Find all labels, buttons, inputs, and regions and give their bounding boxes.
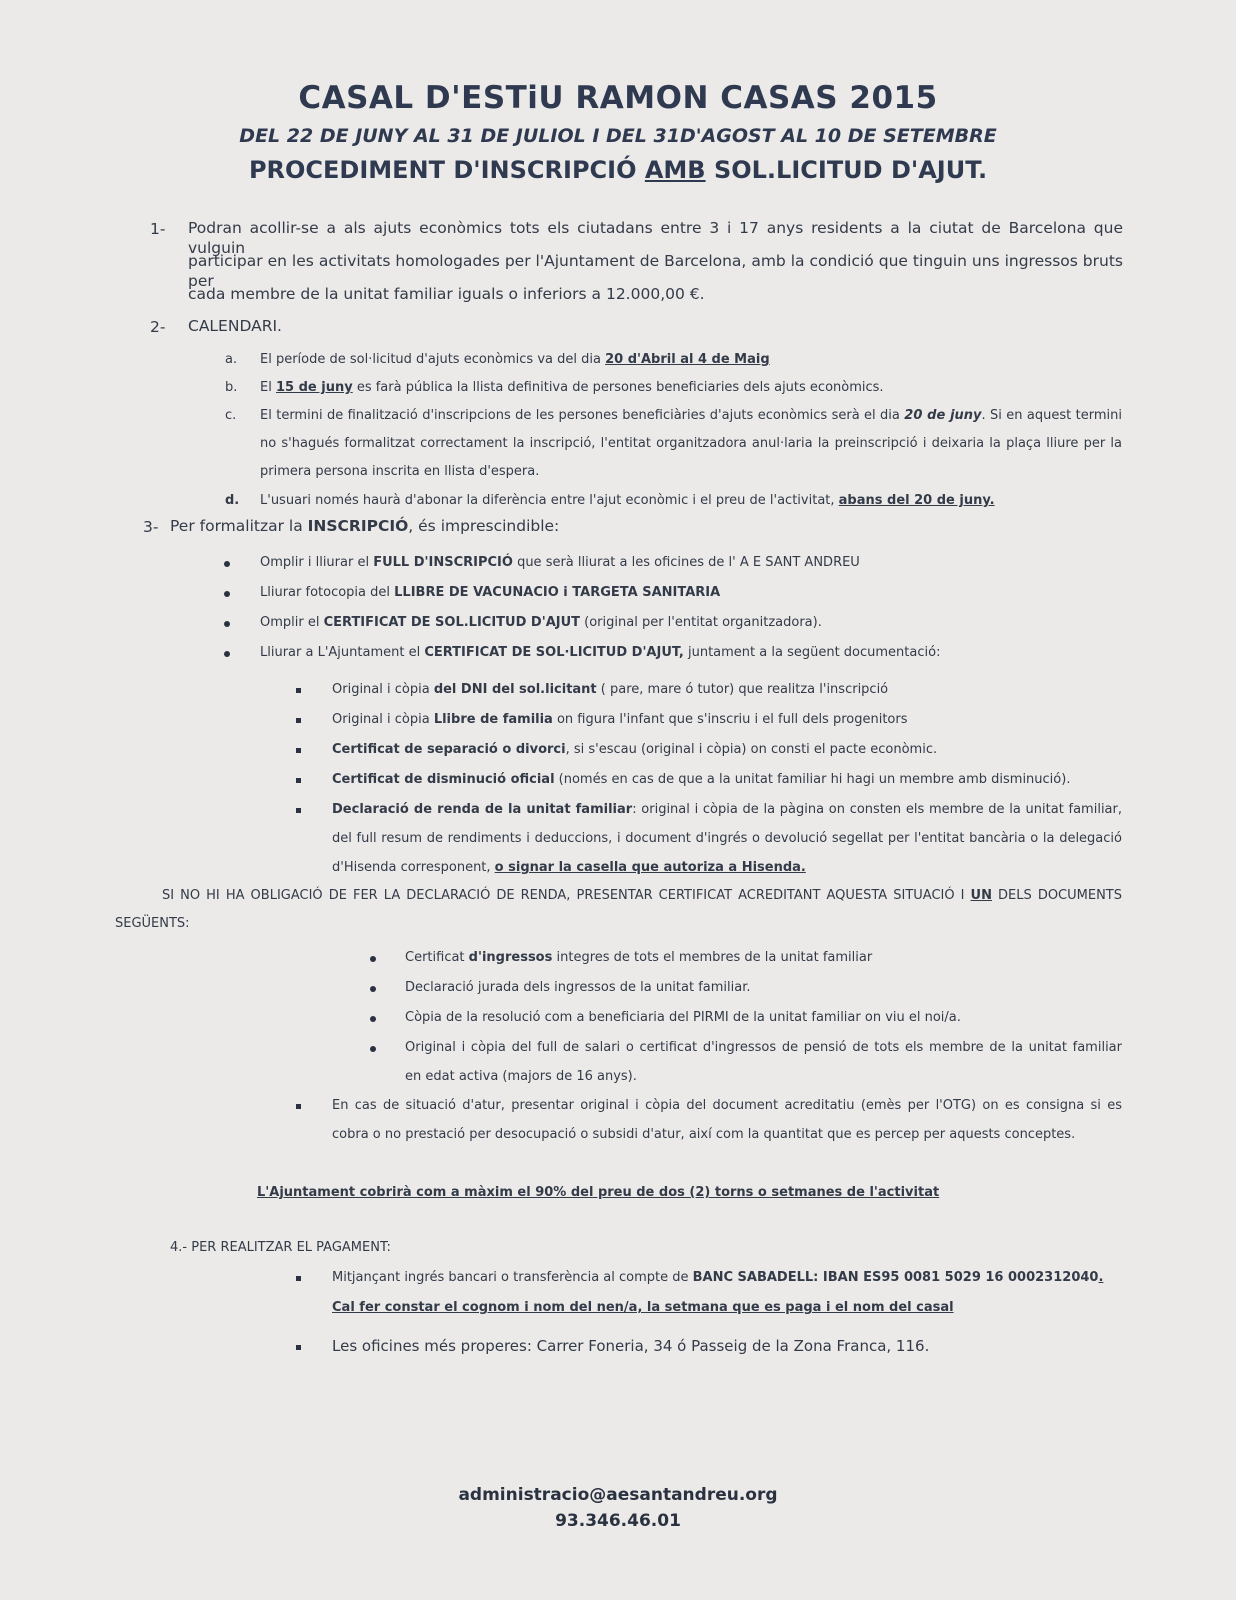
requirement-3-text: Omplir el — [260, 615, 324, 630]
calendar-b-date: 15 de juny — [275, 380, 353, 395]
square-bullet-icon — [296, 748, 301, 753]
document-item-2-text-2: on figura l'infant que s'inscriu i el full dels progenitors — [552, 712, 908, 727]
section-3-number: 3- — [143, 518, 159, 536]
requirement-2 — [260, 583, 720, 603]
alt-document-1-bold: d'ingressos — [468, 950, 553, 965]
document-item-5-line-3-text: d'Hisenda corresponent, — [332, 860, 495, 875]
calendar-c-mark: c. — [225, 408, 237, 423]
requirement-1 — [260, 553, 860, 573]
calendar-b-pre: El — [260, 380, 276, 395]
alt-document-2: Declaració jurada dels ingressos de la unitat familiar. — [405, 980, 751, 995]
no-declaration-line-1 — [162, 886, 1122, 906]
requirement-2-text: Lliurar fotocopia del — [260, 585, 395, 600]
section-2-number: 2- — [150, 318, 166, 336]
document-item-2 — [332, 710, 908, 730]
document-item-3-bold: Certificat de separació o divorci — [332, 742, 566, 757]
document-item-1-bold: del DNI del sol.licitant — [433, 682, 597, 697]
no-declaration-line-2: SEGÜENTS: — [115, 916, 190, 931]
document-title: CASAL D'ESTiU RAMON CASAS 2015 — [298, 80, 938, 116]
calendar-c-line-3: primera persona inscrita en llista d'espera. — [260, 464, 540, 479]
requirement-3 — [260, 613, 822, 633]
document-item-5-text: : original i còpia de la pàgina on consten els membre de la unitat familiar, — [632, 802, 1122, 817]
document-item-1-text-2: ( pare, mare ó tutor) que realitza l'inscripció — [596, 682, 889, 697]
section-2-title: CALENDARI. — [188, 317, 282, 335]
document-item-5-line-2: del full resum de rendiments i deduccions, i document d'ingrés o devolució segellat per l'entitat bancària o la delegació — [332, 831, 1122, 846]
alt-document-1-text-2: integres de tots el membres de la unitat familiar — [552, 950, 873, 965]
calendar-a-mark: a. — [225, 352, 238, 367]
unemployment-line-2: cobra o no prestació per desocupació o subsidi d'atur, així com la quantitat que es percep per aquests conceptes. — [332, 1127, 1076, 1142]
payment-instructions: Cal fer constar el cognom i nom del nen/a, la setmana que es paga i el nom del casal — [332, 1300, 954, 1315]
section-3-intro-bold: INSCRIPCIÓ — [307, 517, 409, 535]
payment-method-text: Mitjançant ingrés bancari o transferència al compte de — [332, 1270, 693, 1285]
calendar-d-text: L'usuari només haurà d'abonar la diferència entre l'ajut econòmic i el preu de l'activitat, — [260, 493, 839, 508]
document-item-2-bold: Llibre de familia — [433, 712, 553, 727]
no-declaration-un: UN — [970, 888, 992, 903]
max-coverage-note: L'Ajuntament cobrirà com a màxim el 90% del preu de dos (2) torns o setmanes de l'activitat — [257, 1185, 940, 1200]
section-1-line-1: Podran acollir-se a als ajuts econòmics tots els ciutadans entre 3 i 17 anys residents a la ciutat de Barcelona que vulguin — [188, 219, 1123, 257]
document-item-1-text: Original i còpia — [332, 682, 434, 697]
section-1-number: 1- — [150, 220, 166, 238]
calendar-d-mark: d. — [225, 493, 240, 508]
document-item-1 — [332, 680, 888, 700]
requirement-1-text-2: que serà lliurat a les oficines de l' A E SANT ANDREU — [512, 555, 860, 570]
calendar-d-deadline: abans del 20 de juny. — [838, 493, 995, 508]
document-dates: DEL 22 DE JUNY AL 31 DE JULIOL I DEL 31D'AGOST AL 10 DE SETEMBRE — [239, 125, 997, 147]
bullet-icon — [370, 986, 376, 992]
square-bullet-icon — [296, 718, 301, 723]
requirement-4-text-2: juntament a la següent documentació: — [683, 645, 941, 660]
unemployment-line-1: En cas de situació d'atur, presentar original i còpia del document acreditatiu (emès per l'OTG) on es consigna si es — [332, 1098, 1122, 1113]
calendar-a — [260, 350, 770, 370]
procedure-text: PROCEDIMENT D'INSCRIPCIÓ — [248, 156, 645, 184]
section-3-intro-text: Per formalitzar la — [170, 517, 308, 535]
calendar-b-text: es farà pública la llista definitiva de persones beneficiaries dels ajuts econòmics. — [352, 380, 884, 395]
calendar-b-mark: b. — [225, 380, 238, 395]
calendar-d — [260, 491, 995, 511]
document-item-2-text: Original i còpia — [332, 712, 434, 727]
section-4-title: 4.- PER REALITZAR EL PAGAMENT: — [170, 1240, 391, 1255]
calendar-c-text-2: . Si en aquest termini — [981, 408, 1122, 423]
alt-document-4-line-2: en edat activa (majors de 16 anys). — [405, 1069, 637, 1084]
requirement-3-bold: CERTIFICAT DE SOL.LICITUD D'AJUT — [323, 615, 581, 630]
contact-phone: 93.346.46.01 — [555, 1511, 681, 1531]
calendar-a-date: 20 d'Abril al 4 de Maig — [605, 352, 770, 367]
procedure-text-2: SOL.LICITUD D'AJUT — [705, 156, 978, 184]
alt-document-1 — [405, 948, 872, 968]
bullet-icon — [224, 591, 230, 597]
document-item-3 — [332, 740, 937, 760]
calendar-c-text: El termini de finalització d'inscripcions de les persones beneficiàries d'ajuts econòmics serà el dia — [260, 408, 905, 423]
square-bullet-icon — [296, 1345, 301, 1350]
document-procedure-title — [0, 156, 1236, 184]
nearest-offices: Les oficines més properes: Carrer Foneria, 34 ó Passeig de la Zona Franca, 116. — [332, 1337, 930, 1355]
document-item-4 — [332, 770, 1070, 790]
document-item-5 — [332, 800, 1122, 820]
no-declaration-text: SI NO HI HA OBLIGACIÓ DE FER LA DECLARACIÓ DE RENDA, PRESENTAR CERTIFICAT ACREDITANT AQUESTA SITUACIÓ I — [162, 888, 971, 903]
requirement-4-bold: CERTIFICAT DE SOL·LICITUD D'AJUT, — [424, 645, 684, 660]
bullet-icon — [224, 561, 230, 567]
payment-method — [332, 1268, 1103, 1288]
bullet-icon — [370, 956, 376, 962]
payment-period: . — [1098, 1270, 1104, 1285]
calendar-c-line-2: no s'hagués formalitzat correctament la inscripció, l'entitat organitzadora anul·laria la preinscripció i deixaria la plaça lliure per la — [260, 436, 1122, 451]
no-declaration-text-2: DELS DOCUMENTS — [991, 888, 1122, 903]
bullet-icon — [370, 1016, 376, 1022]
calendar-c-line-1 — [260, 406, 1122, 426]
calendar-a-text: El període de sol·licitud d'ajuts econòmics va del dia — [260, 352, 606, 367]
bullet-icon — [224, 651, 230, 657]
bullet-icon — [370, 1046, 376, 1052]
alt-document-1-text: Certificat — [405, 950, 469, 965]
square-bullet-icon — [296, 1276, 301, 1281]
requirement-2-bold: LLIBRE DE VACUNACIO i TARGETA SANITARIA — [394, 585, 721, 600]
requirement-1-text: Omplir i lliurar el — [260, 555, 374, 570]
alt-document-4-line-1: Original i còpia del full de salari o certificat d'ingressos de pensió de tots els membre de la unitat familiar — [405, 1040, 1122, 1055]
section-1-line-2: participar en les activitats homologades per l'Ajuntament de Barcelona, amb la condició que tinguin uns ingressos bruts per — [188, 252, 1123, 290]
contact-email: administracio@aesantandreu.org — [458, 1485, 778, 1505]
square-bullet-icon — [296, 808, 301, 813]
requirement-4 — [260, 643, 940, 663]
document-item-4-text: (només en cas de que a la unitat familiar hi hagi un membre amb disminució). — [554, 772, 1071, 787]
calendar-c-date: 20 de juny — [904, 408, 982, 423]
requirement-4-text: Lliurar a L'Ajuntament el — [260, 645, 425, 660]
section-3-intro-text-2: , és imprescindible: — [408, 517, 560, 535]
square-bullet-icon — [296, 688, 301, 693]
bank-iban: BANC SABADELL: IBAN ES95 0081 5029 16 0002312040 — [692, 1270, 1099, 1285]
procedure-underlined: AMB — [644, 156, 706, 184]
document-item-4-bold: Certificat de disminució oficial — [332, 772, 555, 787]
document-item-3-text: , si s'escau (original i còpia) on consti el pacte econòmic. — [565, 742, 938, 757]
alt-document-3: Còpia de la resolució com a beneficiaria del PIRMI de la unitat familiar on viu el noi/a. — [405, 1010, 961, 1025]
document-item-5-hisenda: o signar la casella que autoriza a Hisenda. — [494, 860, 806, 875]
square-bullet-icon — [296, 1104, 301, 1109]
requirement-1-bold: FULL D'INSCRIPCIÓ — [373, 555, 513, 570]
document-item-5-bold: Declaració de renda de la unitat familiar — [332, 802, 633, 817]
square-bullet-icon — [296, 778, 301, 783]
calendar-b — [260, 378, 884, 398]
procedure-period: . — [977, 156, 988, 184]
bullet-icon — [224, 621, 230, 627]
document-item-5-line-3 — [332, 858, 806, 878]
section-1-line-3: cada membre de la unitat familiar iguals o inferiors a 12.000,00 €. — [188, 285, 705, 303]
requirement-3-text-2: (original per l'entitat organitzadora). — [580, 615, 822, 630]
section-3-intro — [170, 516, 559, 536]
